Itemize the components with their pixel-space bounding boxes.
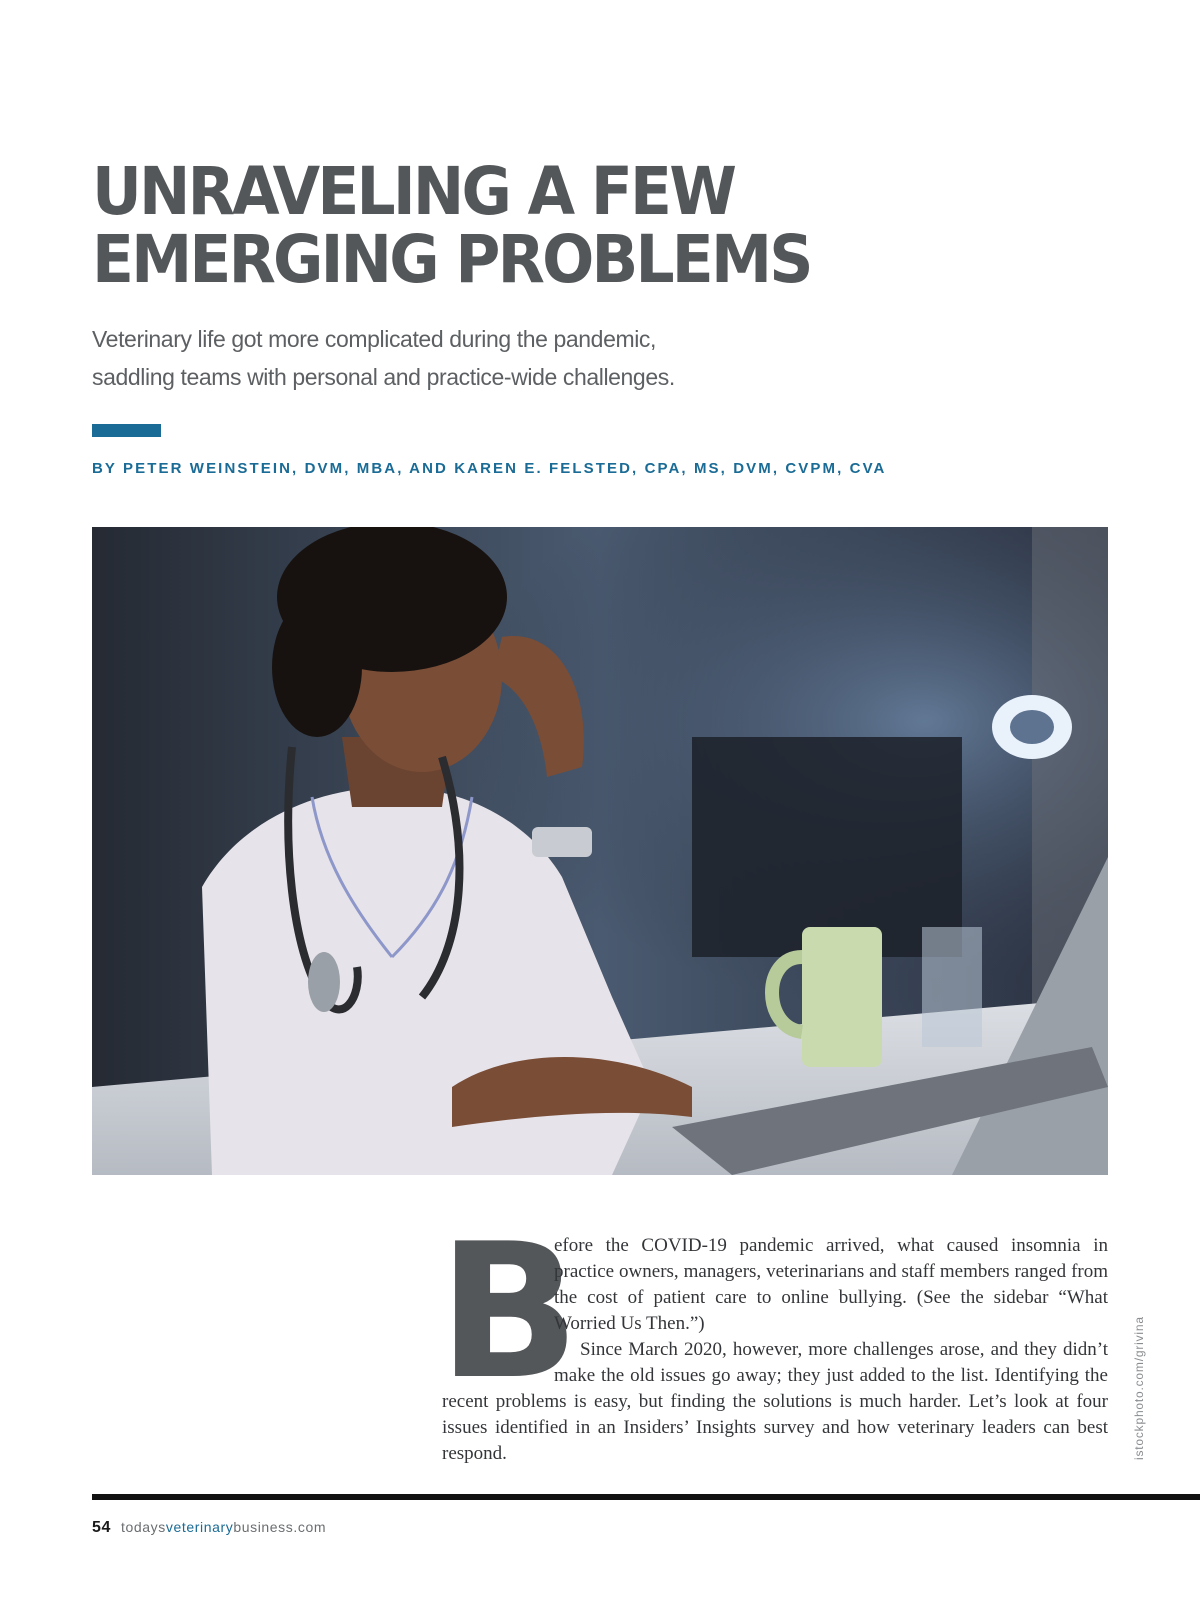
article-headline: [92, 153, 929, 298]
footer-rule: [92, 1494, 1200, 1500]
accent-rule: [92, 424, 161, 437]
footer-url-accent: veterinary: [165, 1519, 234, 1535]
article-photo: [92, 527, 1108, 1175]
photo-credit: istockphoto.com/grivina: [1132, 1316, 1146, 1460]
paragraph-1: efore the COVID-19 pandemic arrived, what caused insomnia in practice owners, managers, veterinarians and staff members ranged from the cost of patient care to online bullying. (See the sidebar “What Worried Us Then.”): [554, 1235, 1108, 1334]
footer-url-suffix: business.com: [233, 1519, 327, 1535]
headline-line-2: EMERGING PROBLEMS: [92, 221, 811, 298]
page-folio: [92, 1519, 326, 1537]
article-deck: [92, 320, 792, 396]
page-number: 54: [92, 1519, 111, 1536]
veterinarian-at-laptop-illustration: [92, 527, 1108, 1175]
deck-line-2: saddling teams with personal and practice-wide challenges.: [92, 364, 675, 390]
article-byline: BY PETER WEINSTEIN, DVM, MBA, AND KAREN E. FELSTED, CPA, MS, DVM, CVPM, CVA: [92, 460, 887, 477]
headline-line-1: UNRAVELING A FEW: [92, 153, 735, 230]
footer-url-prefix: todays: [121, 1519, 166, 1535]
drop-cap: B: [438, 1203, 574, 1420]
deck-line-1: Veterinary life got more complicated during the pandemic,: [92, 326, 657, 352]
article-body: [438, 1203, 1108, 1467]
paragraph-2: Since March 2020, however, more challenges arose, and they didn’t make the old issues go away; they just added to the list. Identifying the recent problems is easy, but finding the solutions is much harder. Let’s look at four issues identified in an Insiders’ Insights survey and how veterinary leaders can best respond.: [442, 1339, 1108, 1464]
